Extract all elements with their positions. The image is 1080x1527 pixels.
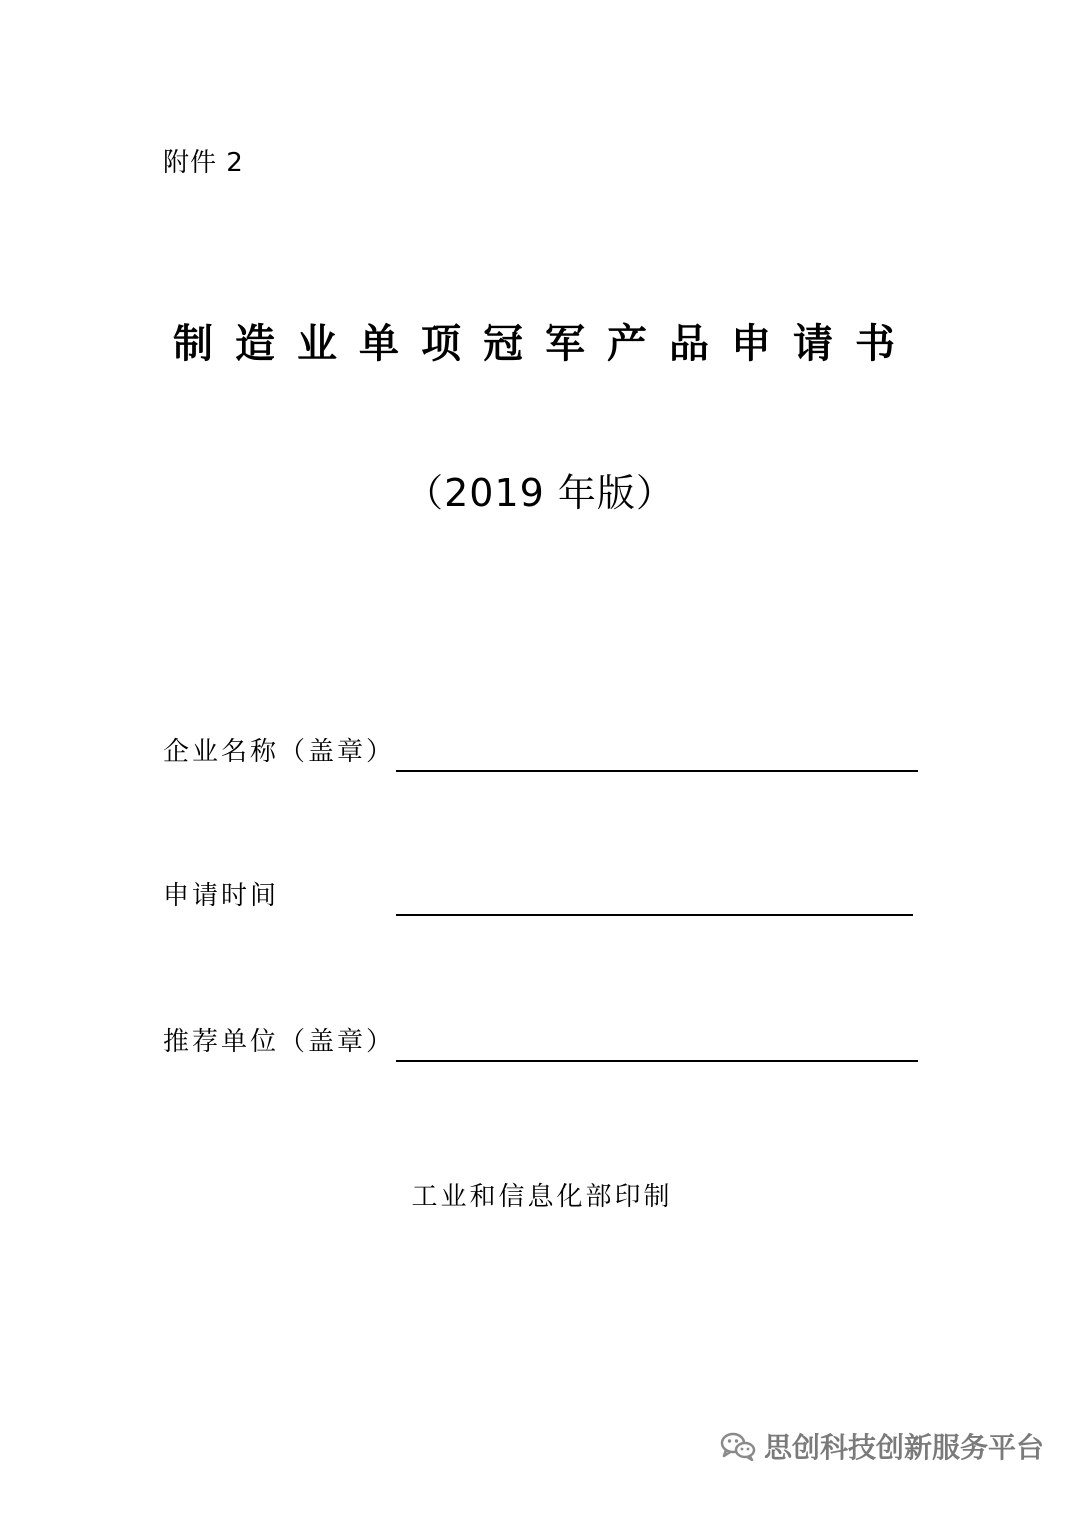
- watermark-text: 思创科技创新服务平台: [763, 1431, 1044, 1464]
- company-name-row: [163, 732, 923, 772]
- recommender-blank-line: [396, 1060, 918, 1062]
- printer-label: 工业和信息化部印制: [411, 1182, 673, 1212]
- recommender-row: [163, 1022, 923, 1062]
- attachment-label: 附件 2: [163, 148, 244, 178]
- company-name-blank-line: [396, 770, 918, 772]
- watermark: [720, 1426, 1044, 1466]
- document-title: 制造业单项冠军产品申请书: [173, 320, 917, 367]
- edition-label: （2019 年版）: [405, 471, 675, 515]
- application-date-label: 申请时间: [163, 881, 280, 911]
- application-date-blank-line: [396, 914, 913, 916]
- recommender-label: 推荐单位（盖章）: [163, 1027, 396, 1057]
- wechat-icon: [720, 1431, 756, 1461]
- application-date-row: [163, 876, 923, 916]
- company-name-label: 企业名称（盖章）: [163, 737, 396, 767]
